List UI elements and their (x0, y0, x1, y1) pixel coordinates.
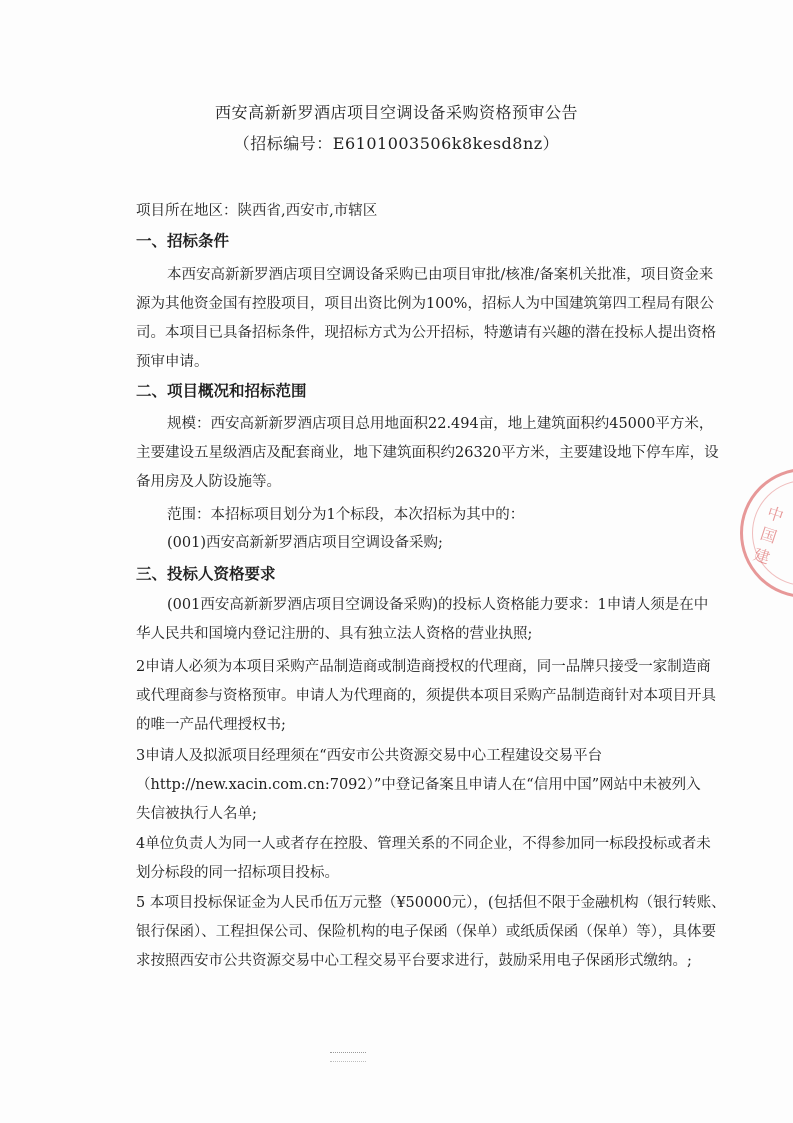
paragraph-line: 规模：西安高新新罗酒店项目总用地面积22.494亩，地上建筑面积约45000平方米， (167, 416, 714, 432)
paragraph-line: 华人民共和国境内登记注册的、具有独立法人资格的营业执照; (136, 626, 533, 642)
paragraph-line: 范围：本招标项目划分为1个标段，本次招标为其中的： (167, 507, 525, 523)
page-number-mark (330, 1052, 366, 1062)
section-heading-tender-conditions: 一、招标条件 (136, 232, 230, 250)
paragraph-line: 3申请人及拟派项目经理须在“西安市公共资源交易中心工程建设交易平台 (136, 748, 603, 764)
section-heading-bidder-qualifications: 三、投标人资格要求 (136, 565, 276, 583)
paragraph-line: 预审申请。 (136, 354, 209, 370)
document-title: 西安高新新罗酒店项目空调设备采购资格预审公告 (214, 103, 578, 122)
paragraph-line: 失信被执行人名单; (136, 806, 257, 822)
paragraph-line: (001西安高新新罗酒店项目空调设备采购)的投标人资格能力要求：1申请人须是在中 (167, 597, 709, 613)
paragraph-line: 或代理商参与资格预审。申请人为代理商的，须提供本项目采购产品制造商针对本项目开具 (136, 688, 716, 704)
project-location: 项目所在地区：陕西省,西安市,市辖区 (136, 203, 378, 219)
paragraph-line: 主要建设五星级酒店及配套商业，地下建筑面积约26320平方米，主要建设地下停车库，设 (136, 445, 719, 461)
paragraph-line: 本西安高新新罗酒店项目空调设备采购已由项目审批/核准/备案机关批准，项目资金来 (167, 267, 714, 283)
paragraph-line: 源为其他资金国有控股项目，项目出资比例为100%，招标人为中国建筑第四工程局有限公 (136, 296, 714, 312)
paragraph-line: 2申请人必须为本项目采购产品制造商或制造商授权的代理商，同一品牌只接受一家制造商 (136, 659, 711, 675)
paragraph-line: 划分标段的同一招标项目投标。 (136, 865, 339, 881)
paragraph-line: 司。本项目已具备招标条件，现招标方式为公开招标，特邀请有兴趣的潜在投标人提出资格 (136, 325, 716, 341)
paragraph-line: 4单位负责人为同一人或者存在控股、管理关系的不同企业，不得参加同一标段投标或者未 (136, 836, 711, 852)
paragraph-line: 5 本项目投标保证金为人民币伍万元整（¥50000元），(包括但不限于金融机构（银行转账、 (136, 895, 726, 911)
paragraph-line: 备用房及人防设施等。 (136, 474, 281, 490)
paragraph-line: （http://new.xacin.com.cn:7092）”中登记备案且申请人在“信用中国”网站中未被列入 (136, 777, 701, 793)
paragraph-line: 求按照西安市公共资源交易中心工程交易平台要求进行，鼓励采用电子保函形式缴纳。; (136, 953, 692, 969)
paragraph-line: 银行保函）、工程担保公司、保险机构的电子保函（保单）或纸质保函（保单）等），具体要 (136, 924, 716, 940)
paragraph-line: (001)西安高新新罗酒店项目空调设备采购; (167, 535, 443, 551)
tender-number: （招标编号：E6101003506k8kesd8nz） (233, 134, 560, 153)
paragraph-line: 的唯一产品代理授权书; (136, 717, 286, 733)
official-seal-text: 中国建 (751, 502, 786, 568)
section-heading-project-overview: 二、项目概况和招标范围 (136, 382, 307, 400)
